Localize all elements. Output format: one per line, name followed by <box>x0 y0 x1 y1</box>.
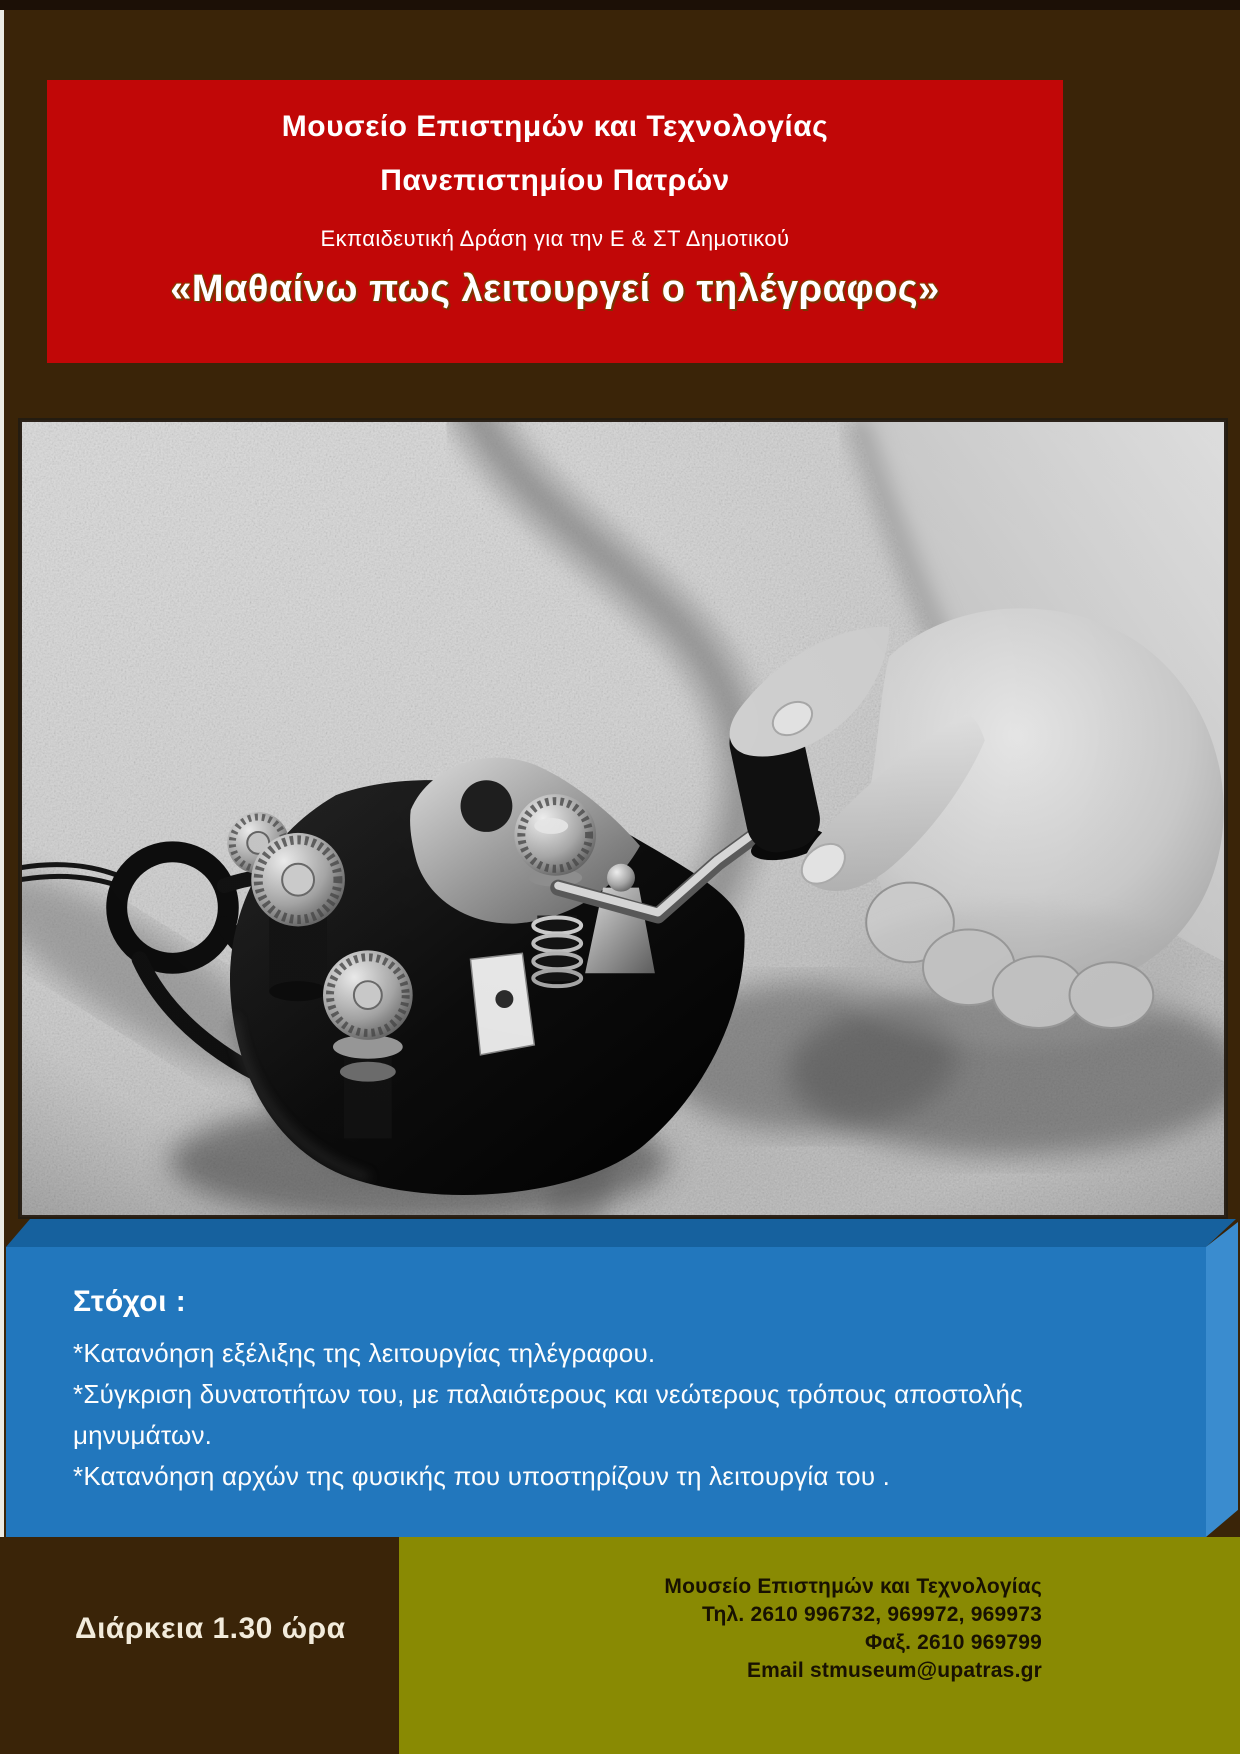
goal-item: *Κατανόηση εξέλιξης της λειτουργίας τηλέγραφου. <box>73 1338 656 1368</box>
museum-title-line1: Μουσείο Επιστημών και Τεχνολογίας <box>281 110 829 143</box>
education-subtitle: Εκπαιδευτική Δράση για την Ε & ΣΤ Δημοτικού <box>320 226 790 251</box>
contact-name: Μουσείο Επιστημών και Τεχνολογίας <box>664 1575 1042 1598</box>
telegraph-photo-illustration <box>20 420 1226 1217</box>
left-edge-strip <box>0 10 4 1537</box>
goals-list <box>73 1333 1078 1497</box>
contact-email: Email stmuseum@upatras.gr <box>746 1659 1042 1682</box>
red-header-panel <box>47 80 1063 363</box>
goal-item: *Κατανόηση αρχών της φυσικής που υποστηρίζουν τη λειτουργία του . <box>73 1461 891 1491</box>
goals-panel <box>6 1247 1206 1537</box>
poster-main-title: «Μαθαίνω πως λειτουργεί ο τηλέγραφος» <box>170 268 940 310</box>
contact-fax: Φαξ. 2610 969799 <box>865 1631 1042 1654</box>
duration-label: Διάρκεια 1.30 ώρα <box>75 1612 346 1645</box>
photo-vignette <box>20 420 1226 1217</box>
top-edge-strip <box>0 0 1240 10</box>
goals-panel-side-face <box>1206 1222 1238 1537</box>
goal-item: *Σύγκριση δυνατοτήτων του, με παλαιότερους και νεώτερους τρόπους αποστολής μηνυμάτων. <box>73 1379 1023 1450</box>
goals-heading: Στόχοι : <box>73 1285 187 1318</box>
contact-phone: Τηλ. 2610 996732, 969972, 969973 <box>702 1603 1042 1626</box>
telegraph-photo <box>18 418 1228 1219</box>
goals-panel-top-face <box>0 1219 1240 1247</box>
museum-title-line2: Πανεπιστημίου Πατρών <box>380 164 730 197</box>
contact-block <box>482 1573 1042 1685</box>
